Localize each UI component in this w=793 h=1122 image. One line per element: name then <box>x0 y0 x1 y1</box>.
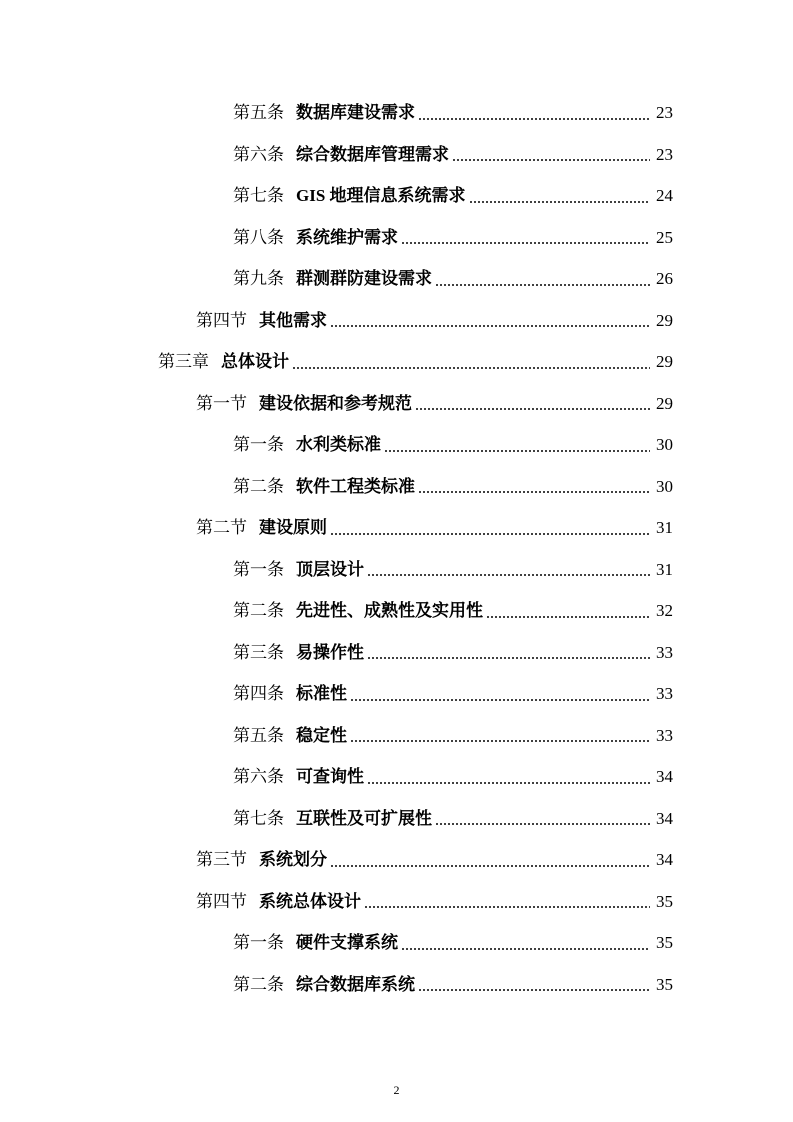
dot-leader <box>435 284 650 286</box>
toc-entry[interactable] <box>0 964 793 1006</box>
dot-leader <box>415 408 650 410</box>
toc-entry-title: 水利类标准 <box>296 435 381 455</box>
toc-entry-label: 第八条 <box>233 227 284 247</box>
toc-entry-title: 硬件支撑系统 <box>296 933 398 953</box>
toc-entry[interactable] <box>0 922 793 964</box>
table-of-contents <box>0 92 793 1005</box>
dot-leader <box>452 159 650 161</box>
toc-entry-page: 33 <box>656 642 673 662</box>
toc-entry-page: 29 <box>656 310 673 330</box>
toc-entry-title: 互联性及可扩展性 <box>296 808 432 828</box>
page-number: 2 <box>393 1083 400 1097</box>
toc-entry-page: 31 <box>656 559 673 579</box>
toc-entry[interactable] <box>0 217 793 259</box>
toc-entry[interactable] <box>0 798 793 840</box>
toc-entry-label: 第三条 <box>233 642 284 662</box>
toc-entry-label: 第四条 <box>233 684 284 704</box>
dot-leader <box>469 201 650 203</box>
toc-entry[interactable] <box>0 175 793 217</box>
toc-entry-page: 35 <box>656 974 673 994</box>
toc-entry-label: 第三节 <box>196 850 247 870</box>
toc-entry[interactable] <box>0 881 793 923</box>
toc-entry-label: 第五条 <box>233 725 284 745</box>
dot-leader <box>330 533 650 535</box>
toc-entry-title: 建设原则 <box>259 518 327 538</box>
dot-leader <box>367 574 650 576</box>
toc-entry-page: 26 <box>656 269 673 289</box>
toc-entry-page: 29 <box>656 352 673 372</box>
toc-entry-label: 第一条 <box>233 559 284 579</box>
toc-entry-page: 24 <box>656 186 673 206</box>
toc-entry-title: 总体设计 <box>221 352 289 372</box>
toc-entry-title: 综合数据库管理需求 <box>296 144 449 164</box>
toc-entry-title: 易操作性 <box>296 642 364 662</box>
toc-entry[interactable] <box>0 590 793 632</box>
dot-leader <box>384 450 650 452</box>
dot-leader <box>330 325 650 327</box>
toc-entry-title: 系统划分 <box>259 850 327 870</box>
toc-entry-label: 第一条 <box>233 435 284 455</box>
toc-entry-title: 软件工程类标准 <box>296 476 415 496</box>
dot-leader <box>364 906 650 908</box>
toc-entry[interactable] <box>0 715 793 757</box>
toc-entry-label: 第二条 <box>233 601 284 621</box>
toc-entry-label: 第二条 <box>233 476 284 496</box>
toc-entry-title: 系统维护需求 <box>296 227 398 247</box>
toc-entry-label: 第二节 <box>196 518 247 538</box>
toc-entry-page: 29 <box>656 393 673 413</box>
toc-entry[interactable] <box>0 632 793 674</box>
dot-leader <box>350 699 650 701</box>
toc-entry-label: 第一节 <box>196 393 247 413</box>
toc-entry-title: 稳定性 <box>296 725 347 745</box>
toc-entry[interactable] <box>0 300 793 342</box>
dot-leader <box>418 491 650 493</box>
toc-entry-title: 群测群防建设需求 <box>296 269 432 289</box>
dot-leader <box>401 242 650 244</box>
toc-entry-title: GIS 地理信息系统需求 <box>296 186 466 206</box>
toc-entry-page: 35 <box>656 891 673 911</box>
dot-leader <box>486 616 650 618</box>
toc-entry-title: 综合数据库系统 <box>296 974 415 994</box>
toc-entry-title: 顶层设计 <box>296 559 364 579</box>
toc-entry-page: 33 <box>656 684 673 704</box>
toc-entry-page: 34 <box>656 808 673 828</box>
toc-entry-title: 其他需求 <box>259 310 327 330</box>
toc-entry-page: 23 <box>656 144 673 164</box>
toc-entry-page: 31 <box>656 518 673 538</box>
toc-entry-label: 第四节 <box>196 891 247 911</box>
toc-entry-title: 系统总体设计 <box>259 891 361 911</box>
toc-entry-title: 先进性、成熟性及实用性 <box>296 601 483 621</box>
toc-entry-label: 第五条 <box>233 103 284 123</box>
dot-leader <box>418 989 650 991</box>
toc-entry[interactable] <box>0 92 793 134</box>
toc-entry[interactable] <box>0 134 793 176</box>
toc-entry[interactable] <box>0 756 793 798</box>
toc-entry-page: 35 <box>656 933 673 953</box>
toc-entry[interactable] <box>0 673 793 715</box>
toc-entry[interactable] <box>0 341 793 383</box>
toc-entry[interactable] <box>0 507 793 549</box>
toc-entry-label: 第九条 <box>233 269 284 289</box>
dot-leader <box>418 118 650 120</box>
toc-entry[interactable] <box>0 383 793 425</box>
toc-entry[interactable] <box>0 466 793 508</box>
toc-entry-label: 第一条 <box>233 933 284 953</box>
dot-leader <box>367 657 650 659</box>
toc-entry-page: 32 <box>656 601 673 621</box>
toc-entry[interactable] <box>0 839 793 881</box>
toc-entry[interactable] <box>0 549 793 591</box>
dot-leader <box>350 740 650 742</box>
toc-entry-label: 第二条 <box>233 974 284 994</box>
toc-entry-label: 第七条 <box>233 186 284 206</box>
dot-leader <box>330 865 650 867</box>
toc-entry-title: 建设依据和参考规范 <box>259 393 412 413</box>
toc-entry-label: 第六条 <box>233 144 284 164</box>
toc-entry-page: 23 <box>656 103 673 123</box>
dot-leader <box>401 948 650 950</box>
toc-entry[interactable] <box>0 258 793 300</box>
toc-entry-label: 第七条 <box>233 808 284 828</box>
toc-entry-title: 可查询性 <box>296 767 364 787</box>
dot-leader <box>367 782 650 784</box>
toc-entry-label: 第六条 <box>233 767 284 787</box>
toc-entry-title: 数据库建设需求 <box>296 103 415 123</box>
dot-leader <box>435 823 650 825</box>
toc-entry-label: 第三章 <box>158 352 209 372</box>
dot-leader <box>292 367 650 369</box>
toc-entry-page: 30 <box>656 476 673 496</box>
toc-entry-page: 34 <box>656 767 673 787</box>
toc-entry-page: 34 <box>656 850 673 870</box>
toc-entry-page: 33 <box>656 725 673 745</box>
toc-entry-page: 25 <box>656 227 673 247</box>
toc-entry-page: 30 <box>656 435 673 455</box>
toc-entry-label: 第四节 <box>196 310 247 330</box>
toc-entry[interactable] <box>0 424 793 466</box>
toc-entry-title: 标准性 <box>296 684 347 704</box>
